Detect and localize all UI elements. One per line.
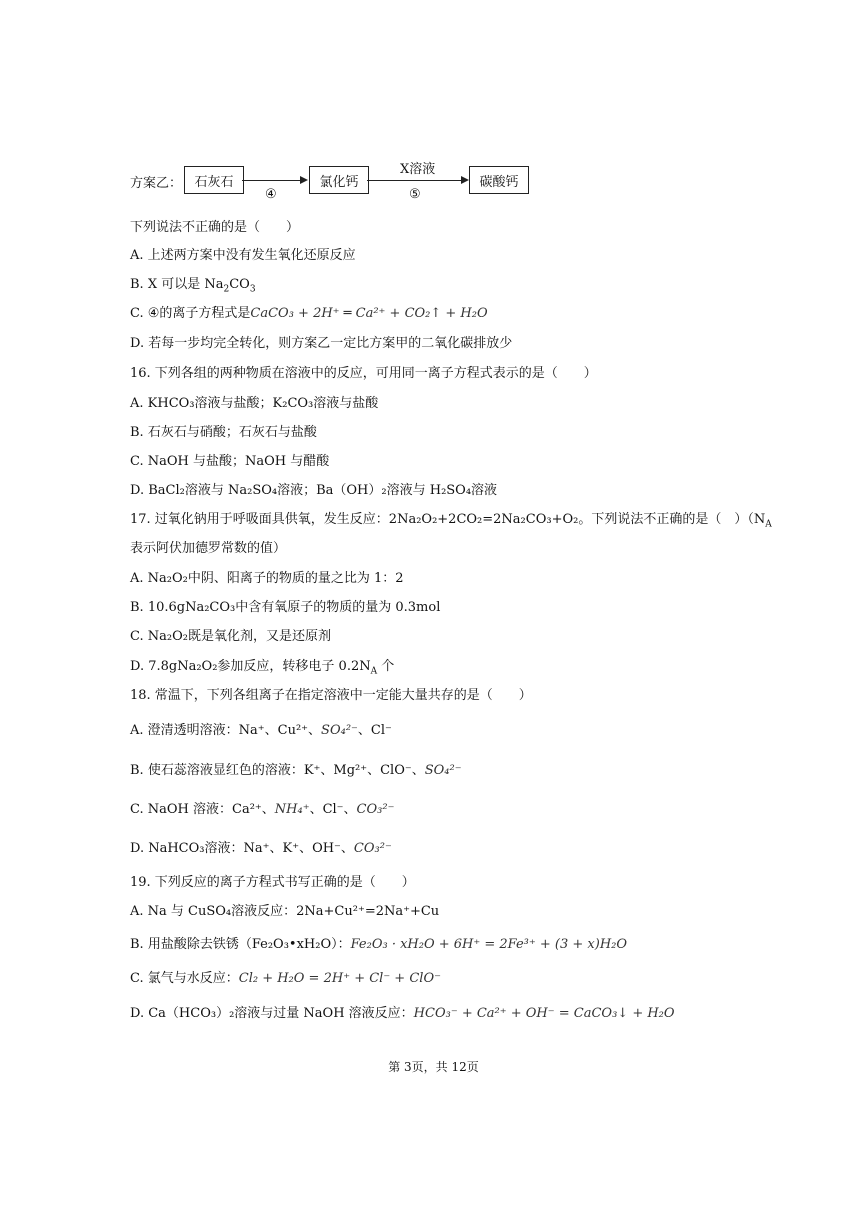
q16-option-a: A. KHCO₃溶液与盐酸；K₂CO₃溶液与盐酸 [130,396,379,411]
q17-stem-line1: 17. 过氧化钠用于呼吸面具供氧，发生反应：2Na₂O₂+2CO₂=2Na₂CO₃+O₂。下列说法不正确的是（ ）（$N_A$ [130,512,772,530]
q17-stem-line2: 表示阿伏加德罗常数的值） [130,541,287,556]
scheme-label: 方案乙： [130,176,183,191]
q18-option-b: B. 使石蕊溶液显红色的溶液：K⁺、Mg²⁺、ClO⁻、SO₄²⁻ [130,763,462,778]
arrow-4-line [242,180,300,181]
q15-stem: 下列说法不正确的是（ ） [130,220,300,235]
arrow-5-line [367,180,461,181]
step-5-label: ⑤ [409,187,421,202]
q19-option-a: A. Na 与 CuSO₄溶液反应：2Na+Cu²⁺=2Na⁺+Cu [130,904,440,919]
step-4-label: ④ [265,187,277,202]
q15-option-a: A. 上述两方案中没有发生氧化还原反应 [130,248,356,263]
q18-option-a: A. 澄清透明溶液：Na⁺、Cu²⁺、SO₄²⁻、Cl⁻ [130,723,392,738]
box-calcium-carbonate: 碳酸钙 [469,166,529,194]
q15-option-c: C. ④的离子方程式是CaCO₃ + 2H⁺ ═ Ca²⁺ + CO₂↑ + H₂O [130,306,488,321]
x-solution-label: X溶液 [400,162,436,177]
q18-option-c: C. NaOH 溶液：Ca²⁺、NH₄⁺、Cl⁻、CO₃²⁻ [130,802,395,817]
q19-option-b: B. 用盐酸除去铁锈（Fe₂O₃•xH₂O）：Fe₂O₃ · xH₂O + 6H⁺ = 2Fe³⁺ + (3 + x)H₂O [130,937,628,952]
q15-c-equation: CaCO₃ + 2H⁺ ═ Ca²⁺ + CO₂↑ + H₂O [250,306,488,321]
arrow-5-head [461,176,469,184]
q16-option-d: D. BaCl₂溶液与 Na₂SO₄溶液；Ba（OH）₂溶液与 H₂SO₄溶液 [130,483,498,498]
q15-option-b: B. X 可以是 $Na_2CO_3$ [130,277,256,295]
q17-option-c: C. Na₂O₂既是氧化剂，又是还原剂 [130,629,331,644]
q17-option-b: B. 10.6gNa₂CO₃中含有氧原子的物质的量为 0.3mol [130,600,441,615]
q15-option-d: D. 若每一步均完全转化，则方案乙一定比方案甲的二氧化碳排放少 [130,336,513,351]
arrow-4-head [300,176,308,184]
box-calcium-chloride: 氯化钙 [309,166,369,194]
q19-stem: 19. 下列反应的离子方程式书写正确的是（ ） [130,875,415,890]
box-limestone: 石灰石 [184,166,244,194]
q18-stem: 18. 常温下，下列各组离子在指定溶液中一定能大量共存的是（ ） [130,688,532,703]
q18-option-d: D. NaHCO₃溶液：Na⁺、K⁺、OH⁻、CO₃²⁻ [130,841,392,856]
q19-option-c: C. 氯气与水反应：Cl₂ + H₂O = 2H⁺ + Cl⁻ + ClO⁻ [130,971,441,986]
q16-option-b: B. 石灰石与硝酸；石灰石与盐酸 [130,425,317,440]
page-footer: 第 3页，共 12页 [388,1060,479,1074]
q16-option-c: C. NaOH 与盐酸；NaOH 与醋酸 [130,454,330,469]
q19-option-d: D. Ca（HCO₃）₂溶液与过量 NaOH 溶液反应：HCO₃⁻ + Ca²⁺ + OH⁻ = CaCO₃↓ + H₂O [130,1006,675,1021]
q16-stem: 16. 下列各组的两种物质在溶液中的反应，可用同一离子方程式表示的是（ ） [130,366,597,381]
q17-option-d: D. 7.8gNa₂O₂参加反应，转移电子 $0.2N_A$ 个 [130,659,395,677]
q17-option-a: A. Na₂O₂中阴、阳离子的物质的量之比为 1：2 [130,571,404,586]
